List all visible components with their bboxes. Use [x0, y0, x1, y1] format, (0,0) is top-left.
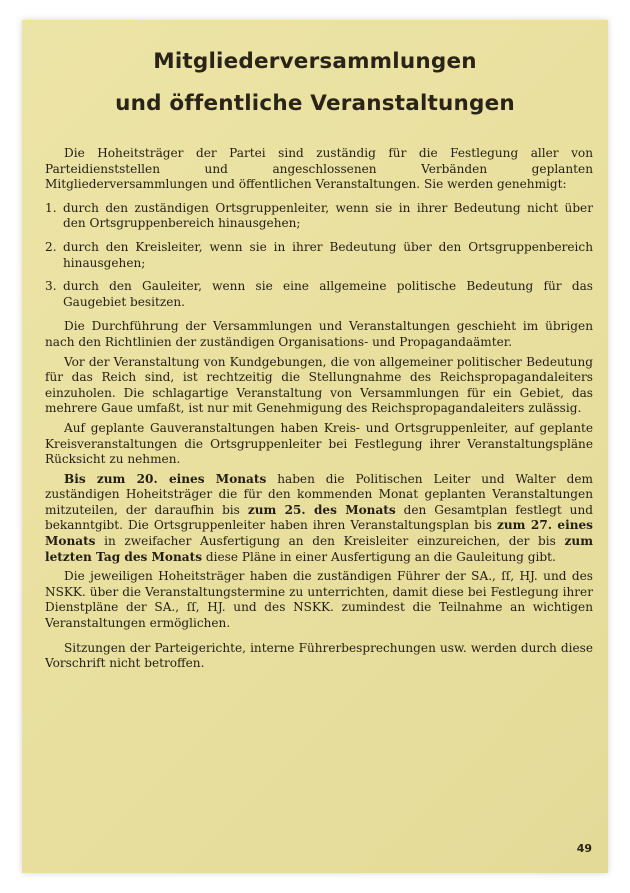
- deadline-text: in zweifacher Ausfertigung an den Kreisleiter einzureichen, der bis: [95, 534, 565, 549]
- deadline-emphasis: zum 27. eines Monats: [45, 518, 593, 549]
- body-paragraph-exemptions: Sitzungen der Parteigerichte, interne Führerbesprechungen usw. werden durch diese Vorschrift nicht betroffen.: [45, 640, 593, 671]
- body-paragraph-notifications: Die jeweiligen Hoheitsträger haben die zuständigen Führer der SA., ſſ, HJ. und des NSKK. über die Veranstaltungstermine zu unterrichten, damit diese bei Festlegung ihrer Dienstpläne der SA., ſſ, HJ. und des NSKK. zumindest die Teilnahme an wichtigen Veranstaltungen ermöglichen.: [45, 569, 593, 631]
- deadline-emphasis: zum letzten Tag des Monats: [45, 534, 593, 564]
- deadline-text: diese Pläne in einer Ausfertigung an die Gauleitung gibt.: [202, 549, 556, 564]
- body-paragraph-deadlines: [45, 472, 593, 566]
- list-item-number: 2.: [45, 239, 57, 254]
- page-title-line-2: und öffentliche Veranstaltungen: [115, 91, 515, 116]
- list-item: [45, 240, 593, 271]
- body-paragraph-implementation: Die Durchführung der Versammlungen und Veranstaltungen geschieht im übrigen nach den Richtlinien der zuständigen Organisations- und Propagandaämter.: [45, 319, 593, 349]
- list-item: [45, 279, 593, 310]
- page-number: 49: [576, 842, 592, 855]
- list-item-number: 1.: [45, 200, 57, 215]
- intro-paragraph: Die Hoheitsträger der Partei sind zuständig für die Festlegung aller von Parteidienststellen und angeschlossenen Verbänden geplanten Mitgliederversammlungen und öffentlichen Veranstaltungen. Sie werden genehmigt:: [45, 146, 593, 192]
- body-paragraph-rallies: Vor der Veranstaltung von Kundgebungen, die von allgemeiner politischer Bedeutung für das Reich sind, ist rechtzeitig die Stellungnahme des Reichspropagandaleiters einzuholen. Die schlagartige Veranstaltung von Versammlungen für ein Gebiet, das mehrere Gaue umfaßt, ist nur mit Genehmigung des Reichspropagandaleiters zulässig.: [45, 354, 593, 416]
- page-title-line-1: Mitgliederversammlungen: [153, 49, 477, 74]
- list-item-number: 3.: [45, 279, 57, 294]
- document-body: [45, 146, 593, 672]
- approval-list: [45, 201, 593, 311]
- deadline-text: den Gesamtplan festlegt und bekanntgibt. Die Ortsgruppenleiter haben ihren Veranstaltungsplan bis: [45, 502, 593, 533]
- deadline-emphasis: zum 25. des Monats: [247, 502, 396, 517]
- deadline-text: haben die Politischen Leiter und Walter dem zuständigen Hoheitsträger die für den kommenden Monat geplanten Veranstaltungen mitzuteilen, der daraufhin bis: [45, 471, 593, 517]
- body-paragraph-gau-events: Auf geplante Gauveranstaltungen haben Kreis- und Ortsgruppenleiter, auf geplante Kreisveranstaltungen die Ortsgruppenleiter bei Festlegung ihrer Veranstaltungspläne Rücksicht zu nehmen.: [45, 420, 593, 467]
- deadline-emphasis: Bis zum 20. eines Monats: [64, 471, 267, 486]
- document-page: [22, 20, 608, 873]
- list-item-text: durch den zuständigen Ortsgruppenleiter, wenn sie in ihrer Bedeutung nicht über den Ortsgruppenbereich hinausgehen;: [63, 200, 593, 231]
- list-item: [45, 201, 593, 232]
- list-item-text: durch den Gauleiter, wenn sie eine allgemeine politische Bedeutung für das Gaugebiet besitzen.: [63, 279, 593, 309]
- list-item-text: durch den Kreisleiter, wenn sie in ihrer Bedeutung über den Ortsgruppenbereich hinausgehen;: [63, 239, 593, 270]
